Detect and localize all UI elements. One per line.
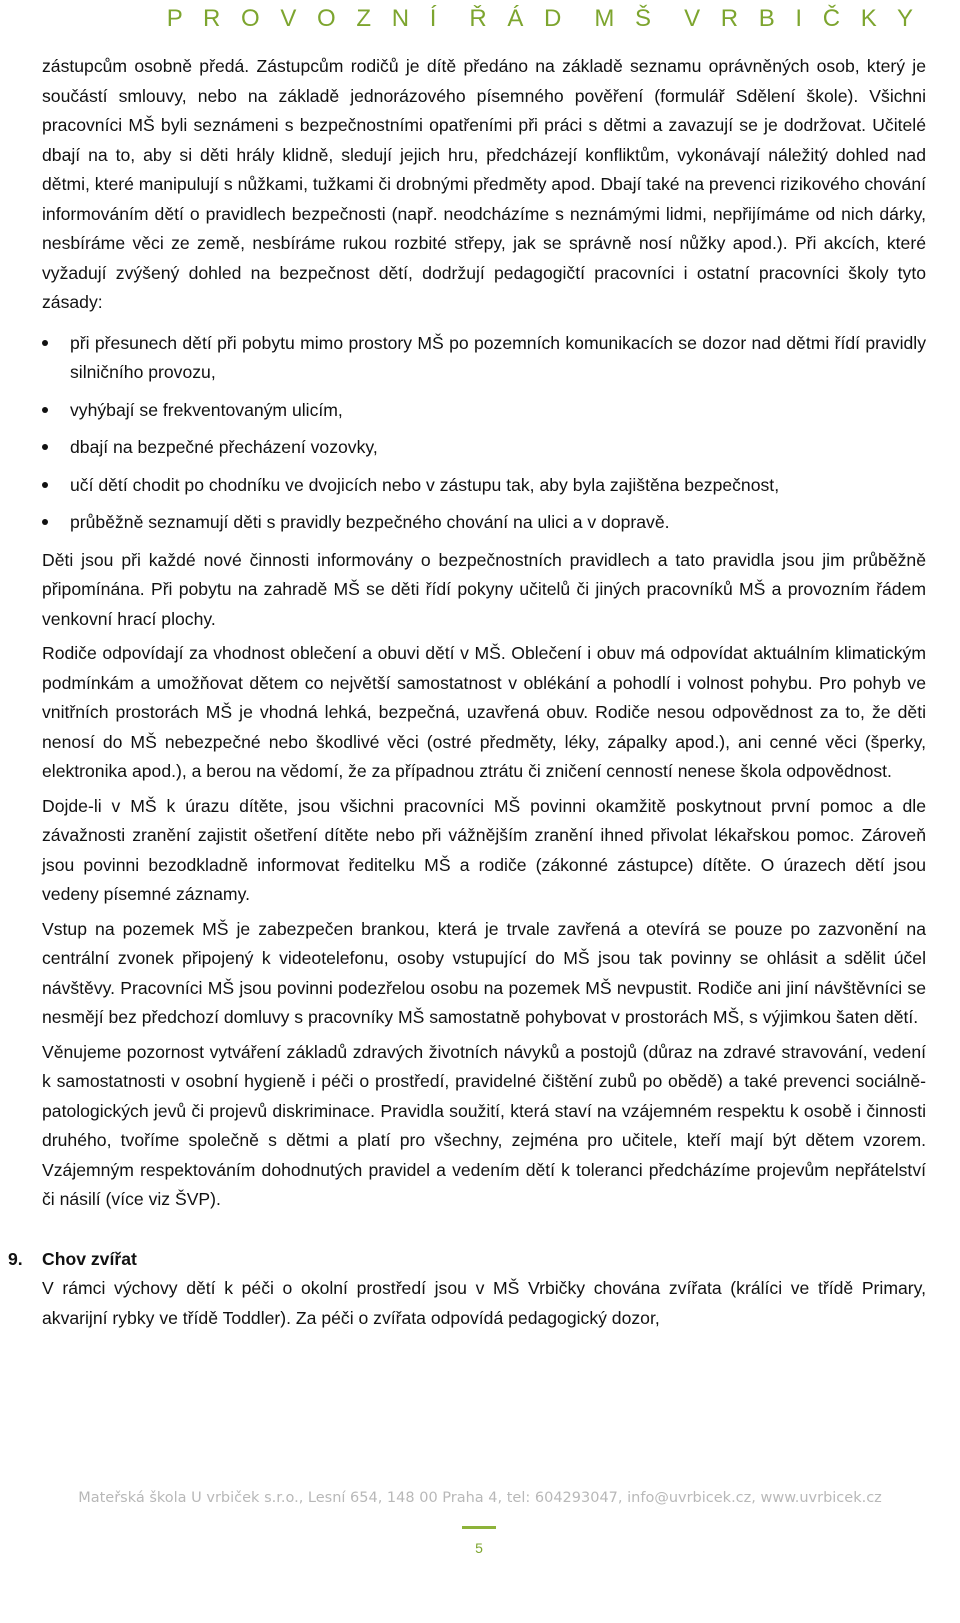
bullet-icon <box>42 482 48 488</box>
section-number: 9. <box>8 1248 23 1269</box>
list-item <box>42 433 926 463</box>
list-item-text: při přesunech dětí při pobytu mimo prostory MŠ po pozemních komunikacích se dozor nad dětmi řídí pravidly silničního provozu, <box>70 332 926 382</box>
header-part-3: M Š <box>594 5 659 32</box>
bullet-icon <box>42 519 48 525</box>
paragraph-safety-rules-reminder: Děti jsou při každé nové činnosti informovány o bezpečnostních pravidlech a tato pravidla jsou jim průběžně připomínána. Při pobytu na zahradě MŠ se děti řídí pokyny učitelů či jiných pracovníků MŠ a provozním řádem venkovní hrací plochy. <box>42 549 926 629</box>
body-content <box>8 52 927 1338</box>
paragraph-injury: Dojde-li v MŠ k úrazu dítěte, jsou všichni pracovníci MŠ povinni okamžitě poskytnout první pomoc a dle závažnosti zranění zajistit ošetření dítěte nebo při vážnějším zranění ihned přivolat lékařskou pomoc. Zároveň jsou povinni bezodkladně informovat ředitelku MŠ a rodiče (zákonné zástupce) dítěte. O úrazech dětí jsou vedeny písemné záznamy. <box>42 795 926 904</box>
paragraph-clothing: Rodiče odpovídají za vhodnost oblečení a obuvi dětí v MŠ. Oblečení i obuv má odpovídat aktuálním klimatickým podmínkám a umožňovat dětem co největší samostatnost v oblékání a pohodlí i volnost pohybu. Pro pohyb ve vnitřních prostorách MŠ je vhodná lehká, bezpečná, uzavřená obuv. Rodiče nesou odpovědnost za to, že děti nenosí do MŠ nebezpečné nebo škodlivé věci (ostré předměty, léky, zápalky apod.), ani cenné věci (šperky, elektronika apod.), a berou na vědomí, že za případnou ztrátu či zničení cenností nenese škola odpovědnost. <box>42 643 926 781</box>
list-item-text: učí dětí chodit po chodníku ve dvojicích nebo v zástupu tak, aby byla zajištěna bezpečnost, <box>70 474 780 495</box>
bullet-icon <box>42 444 48 450</box>
footer-address: Mateřská škola U vrbiček s.r.o., Lesní 654, 148 00 Praha 4, tel: 604293047, info@uvrbicek.cz, www.uvrbicek.cz <box>78 1490 882 1506</box>
header-part-1: P R O V O Z N Í <box>166 5 444 32</box>
paragraph-safety-measures: zástupcům osobně předá. Zástupcům rodičů je dítě předáno na základě seznamu oprávněných osob, který je součástí smlouvy, nebo na základě jednorázového písemného pověření (formulář Sdělení škole). Všichni pracovníci MŠ byli seznámeni s bezpečnostními opatřeními při práci s dětmi a zavazují se je dodržovat. Učitelé dbají na to, aby si děti hrály klidně, sledují jejich hru, předcházejí konfliktům, vykonávají náležitý dohled nad dětmi, které manipulují s nůžkami, tužkami či drobnými předměty apod. Dbají také na prevenci rizikového chování informováním dětí o pravidlech bezpečnosti (např. neodcházíme s neznámými lidmi, nepřijímáme od nich dárky, nesbíráme věci ze země, nesbíráme rukou rozbité střepy, jak se správně nosí nůžky apod.). Při akcích, které vyžadují zvýšený dohled na bezpečnost dětí, dodržují pedagogičtí pracovníci i ostatní pracovníci školy tyto zásady: <box>42 56 927 312</box>
list-item <box>42 396 926 426</box>
page-number-box <box>462 1526 496 1566</box>
paragraph-healthy-habits: Věnujeme pozornost vytváření základů zdravých životních návyků a postojů (důraz na zdravé stravování, vedení k samostatnosti v osobní hygieně i péči o prostředí, pravidelné čištění zubů po obědě) a také prevenci sociálně-patologických jevů či projevů diskriminace. Pravidla soužití, která staví na vzájemném respektu k osobě i činnosti druhého, tvoříme společně s dětmi a platí pro všechny, zejména pro učitele, kteří mají být dětem vzorem. Vzájemným respektováním dohodnutých pravidel a vedením dětí k toleranci předcházíme projevům nepřátelství či násilí (více viz ŠVP). <box>42 1041 926 1209</box>
safety-rules-list <box>42 329 926 538</box>
bullet-icon <box>42 340 48 346</box>
section-animals <box>8 1245 926 1334</box>
page-number-bar <box>462 1526 496 1529</box>
list-item-text: průběžně seznamují děti s pravidly bezpečného chování na ulici a v dopravě. <box>70 512 670 532</box>
header-part-2: Ř Á D <box>469 5 569 32</box>
list-item <box>42 471 926 501</box>
list-item <box>42 329 926 388</box>
running-header <box>0 5 960 33</box>
page-number: 5 <box>475 1540 483 1556</box>
paragraph-animals: V rámci výchovy dětí k péči o okolní prostředí jsou v MŠ Vrbičky chována zvířata (králíci ve třídě Primary, akvarijní rybky ve třídě Toddler). Za péči o zvířata odpovídá pedagogický dozor, <box>42 1278 926 1328</box>
list-item-text: dbají na bezpečné přecházení vozovky, <box>70 437 378 457</box>
list-item-text: vyhýbají se frekventovaným ulicím, <box>70 399 343 420</box>
list-item <box>42 508 926 538</box>
header-part-4: V R B I Č K Y <box>684 5 920 32</box>
paragraph-entrance: Vstup na pozemek MŠ je zabezpečen brankou, která je trvale zavřená a otevírá se pouze po zazvonění na centrální zvonek připojený k videotelefonu, osoby vstupující do MŠ jsou tak povinny se ohlásit a sdělit účel návštěvy. Pracovníci MŠ jsou povinni podezřelou osobu na pozemek MŠ nevpustit. Rodiče ani jiní návštěvníci se nesmějí bez předchozí domluvy s pracovníky MŠ samostatně pohybovat v prostorách MŠ, s výjimkou šaten dětí. <box>42 918 926 1027</box>
bullet-icon <box>42 407 48 413</box>
section-title: Chov zvířat <box>42 1248 137 1269</box>
